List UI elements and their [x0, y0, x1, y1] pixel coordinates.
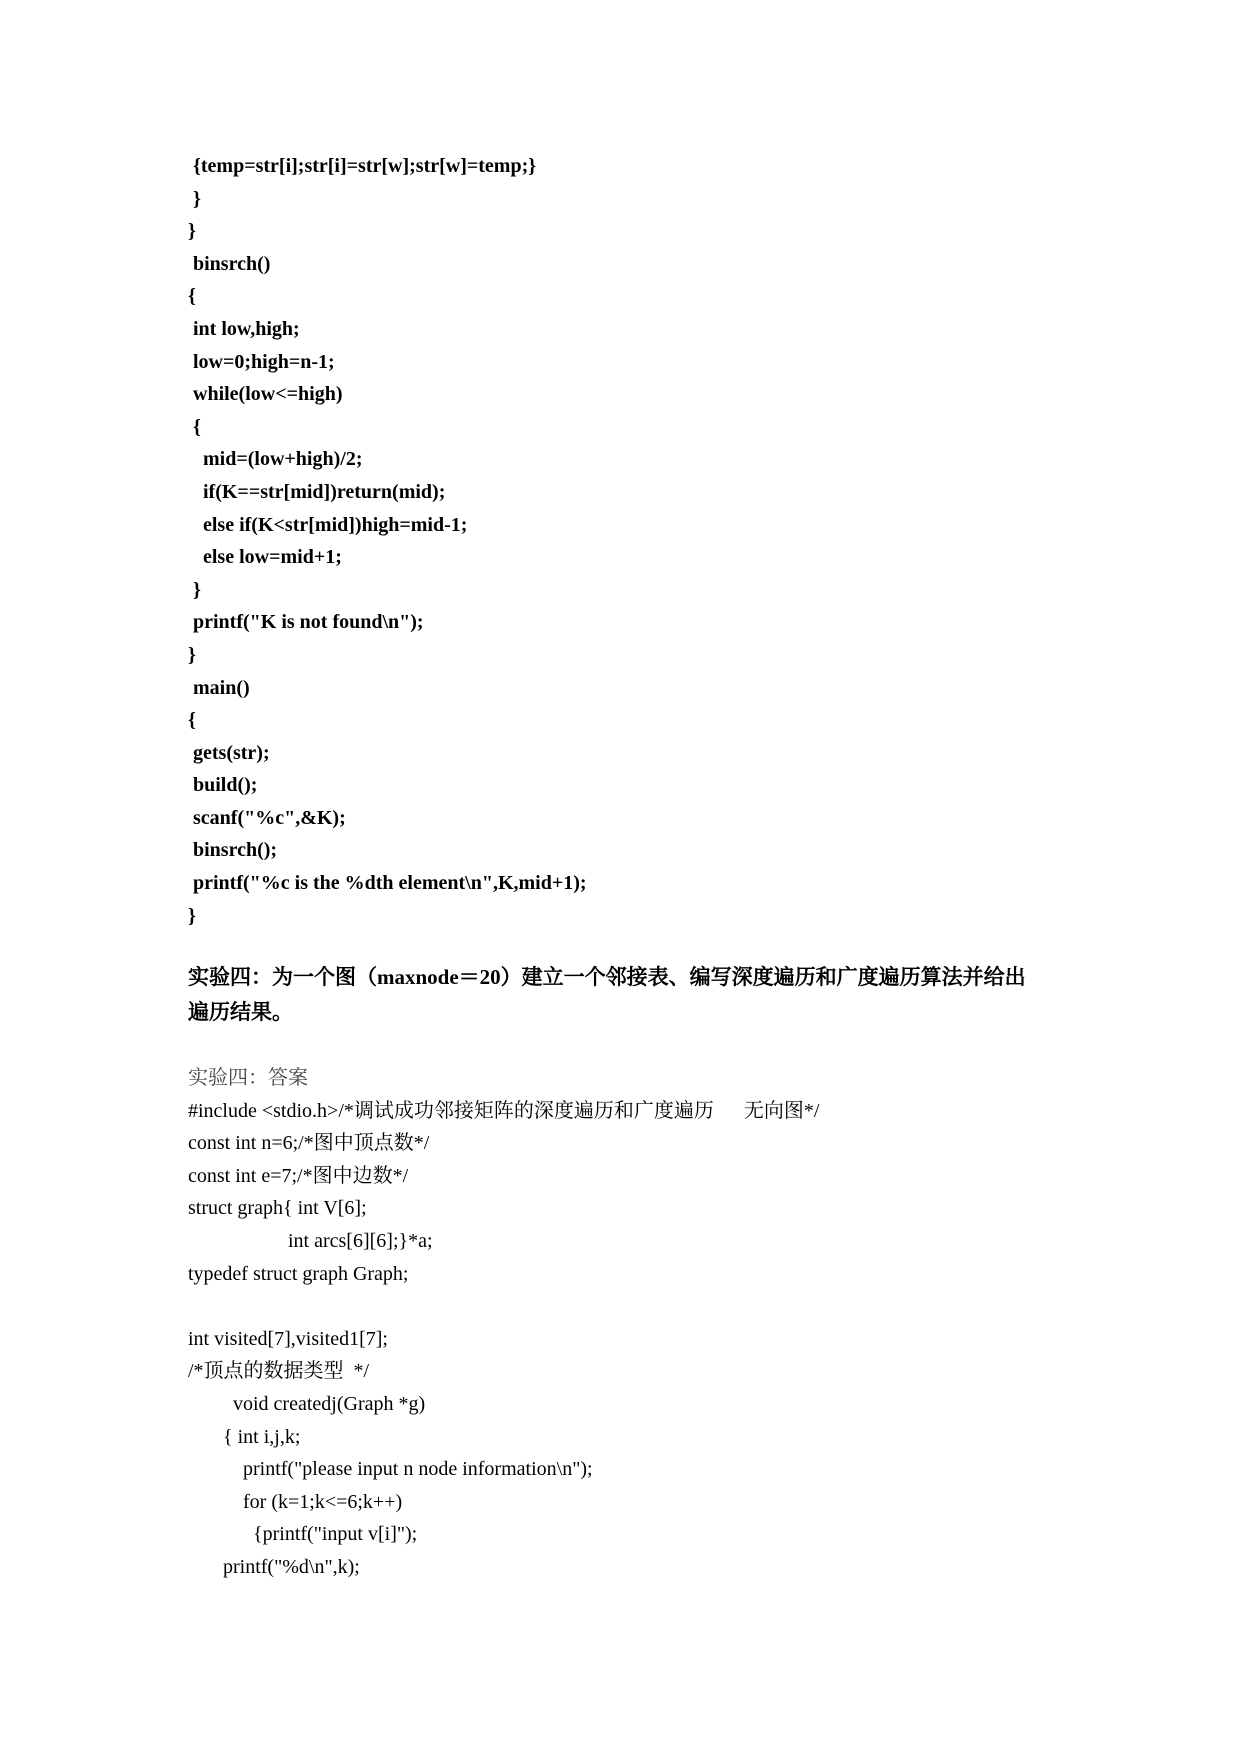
code-line: build(); — [188, 774, 258, 797]
code-listing-graph — [188, 1062, 1088, 1584]
code-line: const int n=6;/*图中顶点数*/ — [188, 1132, 430, 1155]
code-line: mid=(low+high)/2; — [188, 448, 363, 471]
code-line: int visited[7],visited1[7]; — [188, 1327, 388, 1350]
code-line: printf("please input n node information\n"); — [188, 1458, 593, 1481]
code-line: printf("K is not found\n"); — [188, 611, 424, 634]
code-line: printf("%d\n",k); — [188, 1555, 360, 1578]
code-line: } — [188, 643, 196, 666]
code-line: void createdj(Graph *g) — [188, 1392, 426, 1415]
code-line: {printf("input v[i]"); — [188, 1523, 418, 1546]
code-line: #include <stdio.h>/*调试成功邻接矩阵的深度遍历和广度遍历 无向图*/ — [188, 1099, 820, 1122]
code-line: } — [188, 904, 196, 927]
code-line: printf("%c is the %dth element\n",K,mid+1); — [188, 872, 587, 895]
code-line: gets(str); — [188, 741, 270, 764]
heading-line: 实验四：为一个图（maxnode＝20）建立一个邻接表、编写深度遍历和广度遍历算法并给出 — [188, 965, 1026, 989]
code-line: else if(K<str[mid])high=mid-1; — [188, 513, 468, 536]
code-line: } — [188, 187, 201, 210]
code-line: { — [188, 285, 196, 308]
code-line: while(low<=high) — [188, 383, 343, 406]
code-line: { — [188, 709, 196, 732]
code-line: { int i,j,k; — [188, 1425, 301, 1448]
code-line: } — [188, 220, 196, 243]
answer-label: 实验四：答案 — [188, 1067, 308, 1089]
code-line: scanf("%c",&K); — [188, 806, 346, 829]
code-line: binsrch(); — [188, 839, 278, 862]
code-line: } — [188, 578, 201, 601]
code-line: for (k=1;k<=6;k++) — [188, 1490, 403, 1513]
code-line: int low,high; — [188, 317, 300, 340]
code-line: int arcs[6][6];}*a; — [188, 1229, 433, 1252]
code-line: if(K==str[mid])return(mid); — [188, 480, 446, 503]
code-line: typedef struct graph Graph; — [188, 1262, 409, 1285]
code-line: /*顶点的数据类型 */ — [188, 1360, 370, 1383]
code-line: binsrch() — [188, 252, 271, 275]
blank-line — [188, 1290, 1088, 1323]
heading-line: 遍历结果。 — [188, 1000, 293, 1024]
code-line: main() — [188, 676, 250, 699]
code-line: const int e=7;/*图中边数*/ — [188, 1164, 409, 1187]
code-line: { — [188, 415, 201, 438]
code-line: {temp=str[i];str[i]=str[w];str[w]=temp;} — [188, 155, 537, 177]
code-listing-binsrch — [188, 150, 1088, 932]
code-line: else low=mid+1; — [188, 546, 342, 569]
code-line: struct graph{ int V[6]; — [188, 1197, 367, 1220]
code-line: low=0;high=n-1; — [188, 350, 335, 373]
experiment-heading — [188, 960, 1088, 1030]
